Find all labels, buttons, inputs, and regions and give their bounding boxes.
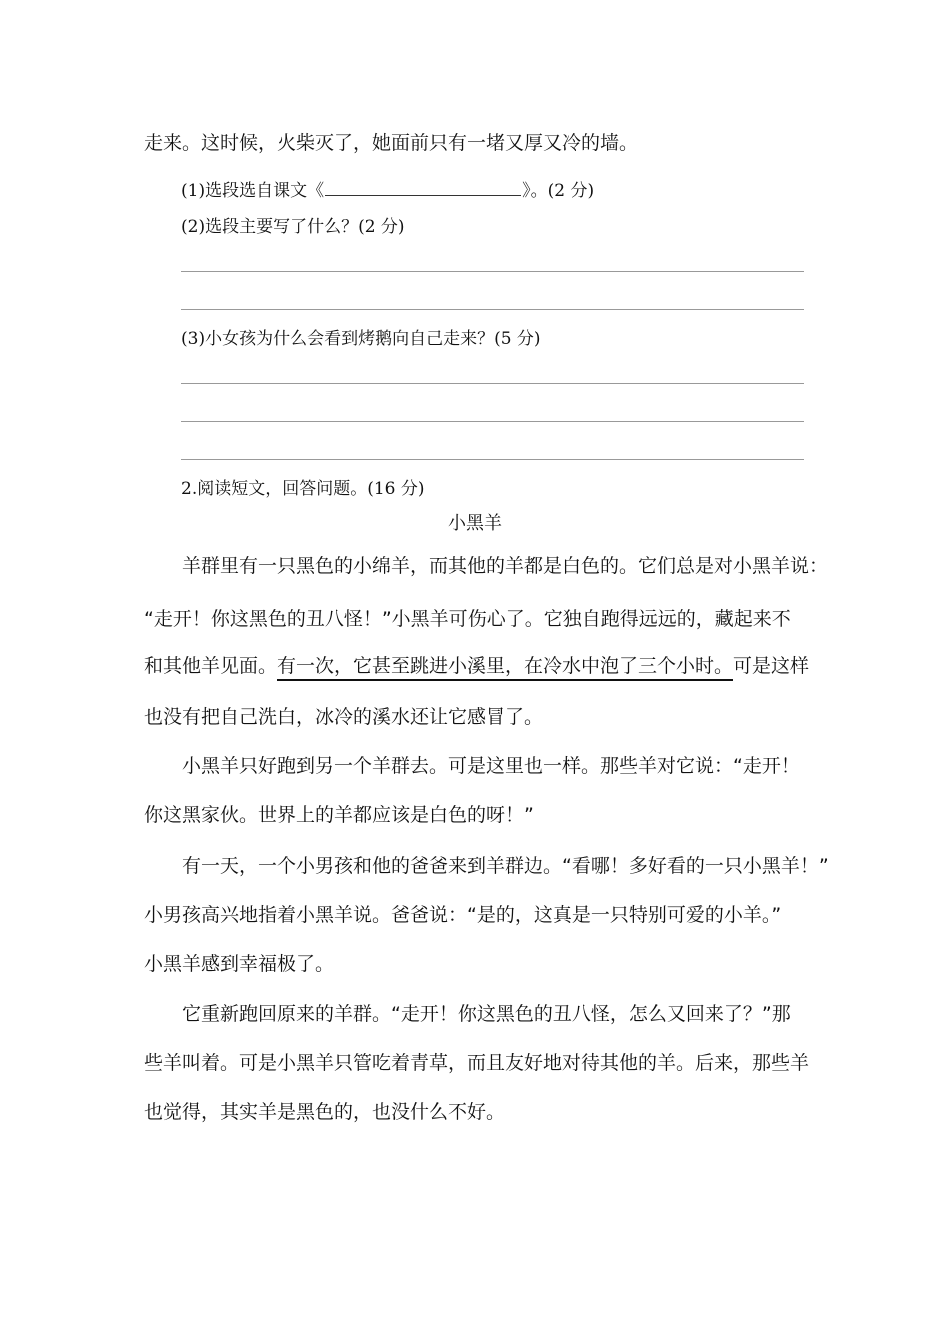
answer-line[interactable]	[181, 271, 804, 272]
answer-line[interactable]	[181, 459, 804, 460]
story-line: 有一天，一个小男孩和他的爸爸来到羊群边。“看哪！多好看的一只小黑羊！”	[144, 855, 829, 877]
answer-line[interactable]	[181, 383, 804, 384]
answer-line[interactable]	[181, 309, 804, 310]
story-line-start: 和其他羊见面。	[144, 655, 278, 677]
answer-line[interactable]	[181, 421, 804, 422]
story-line: 也没有把自己洗白，冰冷的溪水还让它感冒了。	[144, 706, 544, 728]
story-line-end: 可是这样	[733, 655, 810, 677]
story-line: 小男孩高兴地指着小黑羊说。爸爸说：“是的，这真是一只特别可爱的小羊。”	[144, 904, 782, 926]
lesson-title-blank[interactable]	[325, 177, 521, 196]
story-line: 羊群里有一只黑色的小绵羊，而其他的羊都是白色的。它们总是对小黑羊说：	[144, 555, 829, 577]
question-3: (3)小女孩为什么会看到烤鹅向自己走来？(5 分)	[181, 329, 541, 349]
passage-last-line: 走来。这时候，火柴灭了，她面前只有一堵又厚又冷的墙。	[144, 132, 639, 154]
story-line: 也觉得，其实羊是黑色的，也没什么不好。	[144, 1101, 506, 1123]
question-2: (2)选段主要写了什么？(2 分)	[181, 217, 405, 237]
question-1-prefix: (1)选段选自课文《	[181, 181, 325, 201]
story-line: “走开！你这黑色的丑八怪！”小黑羊可伤心了。它独自跑得远远的，藏起来不	[144, 608, 791, 630]
question-1	[181, 177, 594, 203]
story-line-underlined	[144, 653, 809, 679]
section-2-heading: 2.阅读短文，回答问题。(16 分)	[181, 479, 425, 499]
question-1-suffix: 》。(2 分)	[522, 181, 595, 201]
story-title: 小黑羊	[448, 513, 502, 534]
story-line: 它重新跑回原来的羊群。“走开！你这黑色的丑八怪，怎么又回来了？”那	[144, 1003, 791, 1025]
story-line: 些羊叫着。可是小黑羊只管吃着青草，而且友好地对待其他的羊。后来，那些羊	[144, 1052, 810, 1074]
story-line: 小黑羊只好跑到另一个羊群去。可是这里也一样。那些羊对它说：“走开！	[144, 755, 800, 777]
story-line: 小黑羊感到幸福极了。	[144, 953, 335, 975]
underlined-sentence: 有一次，它甚至跳进小溪里，在冷水中泡了三个小时。	[277, 655, 733, 681]
story-line: 你这黑家伙。世界上的羊都应该是白色的呀！”	[144, 804, 534, 826]
